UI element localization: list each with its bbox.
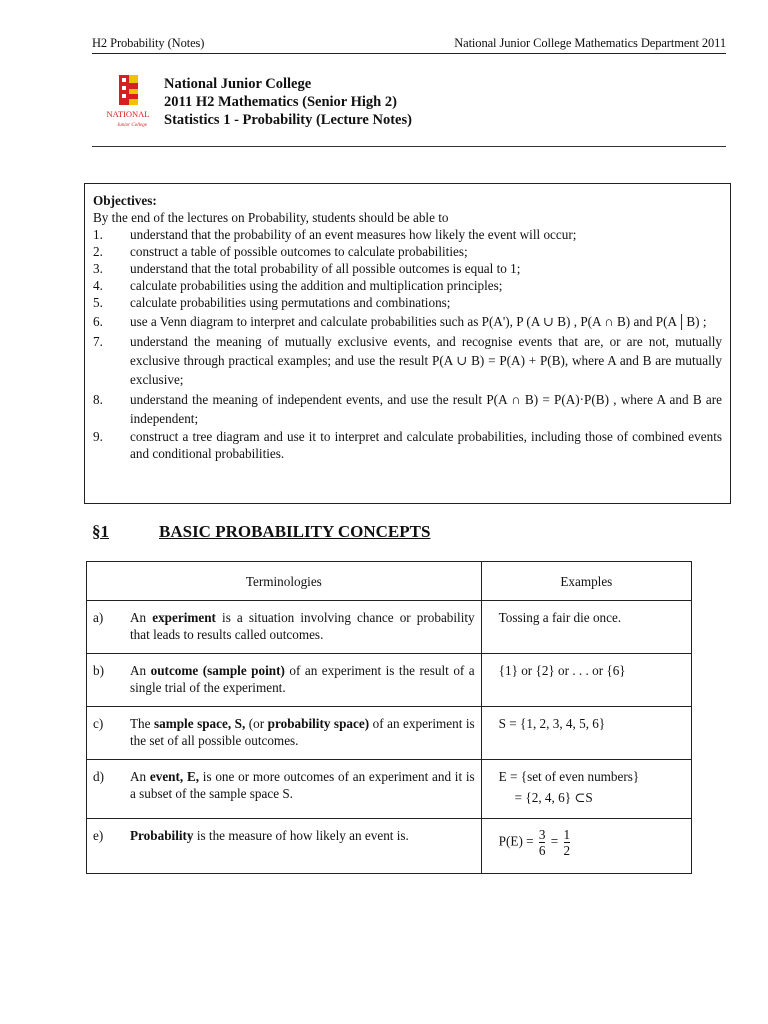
objective-number: 6. — [93, 314, 103, 329]
objective-text: construct a tree diagram and use it to interpret and calculate probabilities, including those of combined events and conditional probabilities. — [130, 429, 722, 461]
term-cell — [87, 819, 482, 874]
term-cell — [87, 760, 482, 819]
objective-number: 7. — [93, 334, 103, 349]
row-letter: c) — [93, 716, 104, 731]
example-cell: {1} or {2} or . . . or {6} — [481, 654, 691, 707]
section-title: BASIC PROBABILITY CONCEPTS — [159, 522, 431, 541]
table-row — [87, 819, 692, 874]
objective-text: use a Venn diagram to interpret and calculate probabilities such as P(A'), P (A ∪ B) , P(A ∩ B) and P(A│B) ; — [130, 314, 707, 329]
table-row — [87, 760, 692, 819]
objective-number: 4. — [93, 278, 103, 293]
term-cell — [87, 654, 482, 707]
example-line-1: E = {set of even numbers} — [498, 769, 640, 784]
term-text: The sample space, S, (or probability space) of an experiment is the set of all possible outcomes. — [130, 716, 475, 748]
objective-item — [93, 243, 722, 260]
row-letter: e) — [93, 828, 104, 843]
terminology-table — [86, 561, 692, 874]
objectives-heading: Objectives: — [93, 193, 157, 208]
title-line-1: National Junior College — [164, 76, 312, 92]
example-cell: S = {1, 2, 3, 4, 5, 6} — [481, 707, 691, 760]
term-text: An experiment is a situation involving chance or probability that leads to results called outcomes. — [130, 610, 475, 642]
objective-text: calculate probabilities using permutations and combinations; — [130, 295, 451, 310]
term-text: Probability is the measure of how likely an event is. — [130, 828, 409, 843]
objective-text: understand the meaning of independent events, and use the result P(A ∩ B) = P(A)·P(B) , where A and B are independent; — [130, 392, 722, 426]
objective-number: 3. — [93, 261, 103, 276]
logo-subtext: Junior College — [117, 123, 147, 128]
objective-number: 2. — [93, 244, 103, 259]
table-header-row — [87, 562, 692, 601]
logo-text: NATIONAL — [106, 109, 150, 119]
objective-item — [93, 312, 722, 331]
objective-item — [93, 428, 722, 462]
fraction-one-half: $\frac{1}{2}$ — [563, 827, 571, 858]
row-letter: b) — [93, 663, 104, 678]
objectives-intro: By the end of the lectures on Probability, students should be able to — [93, 210, 449, 225]
row-letter: d) — [93, 769, 104, 784]
college-logo — [100, 73, 156, 131]
objective-item — [93, 294, 722, 311]
title-rule — [92, 146, 726, 147]
running-header-left: H2 Probability (Notes) — [92, 36, 205, 50]
objective-text: understand that the probability of an event measures how likely the event will occur; — [130, 227, 577, 242]
example-cell — [481, 819, 691, 874]
objective-item — [93, 226, 722, 243]
column-header-examples: Examples — [481, 562, 691, 601]
objective-text: understand the meaning of mutually exclusive events, and recognise events that are, or are not, mutually exclusive through practical examples; and use the result P(A ∪ B) = P(A) + P(B), where A and B are mutually exclusive; — [130, 334, 722, 387]
objective-item — [93, 332, 722, 389]
term-cell — [87, 707, 482, 760]
objective-number: 1. — [93, 227, 103, 242]
document-title-block — [164, 75, 412, 129]
equals-sign: = — [550, 833, 559, 849]
row-letter: a) — [93, 610, 104, 625]
objective-text: calculate probabilities using the addition and multiplication principles; — [130, 278, 503, 293]
title-line-3: Statistics 1 - Probability (Lecture Notes) — [164, 112, 412, 128]
section-heading — [92, 522, 430, 542]
running-header-right: National Junior College Mathematics Department 2011 — [454, 36, 726, 50]
objective-item — [93, 260, 722, 277]
objective-number: 5. — [93, 295, 103, 310]
section-number: §1 — [92, 522, 109, 541]
example-cell: Tossing a fair die once. — [481, 601, 691, 654]
term-cell — [87, 601, 482, 654]
title-line-2: 2011 H2 Mathematics (Senior High 2) — [164, 94, 397, 110]
table-row — [87, 654, 692, 707]
column-header-terminologies: Terminologies — [87, 562, 482, 601]
probability-expression: P(E) = — [498, 833, 534, 849]
example-line-2: = {2, 4, 6} ⊂S — [514, 790, 593, 805]
objective-item — [93, 390, 722, 428]
term-text: An outcome (sample point) of an experiment is the result of a single trial of the experiment. — [130, 663, 475, 695]
example-cell — [481, 760, 691, 819]
logo-yellow-block-icon — [129, 75, 138, 83]
objective-text: construct a table of possible outcomes to calculate probabilities; — [130, 244, 468, 259]
objective-number: 9. — [93, 429, 103, 444]
objective-text: understand that the total probability of all possible outcomes is equal to 1; — [130, 261, 521, 276]
term-text: An event, E, is one or more outcomes of an experiment and it is a subset of the sample space S. — [130, 769, 475, 801]
table-row — [87, 601, 692, 654]
objectives-box — [84, 183, 731, 504]
objective-number: 8. — [93, 392, 103, 407]
fraction-three-sixths: $\frac{3}{6}$ — [538, 827, 546, 858]
objective-item — [93, 277, 722, 294]
running-header — [92, 36, 726, 54]
table-row — [87, 707, 692, 760]
